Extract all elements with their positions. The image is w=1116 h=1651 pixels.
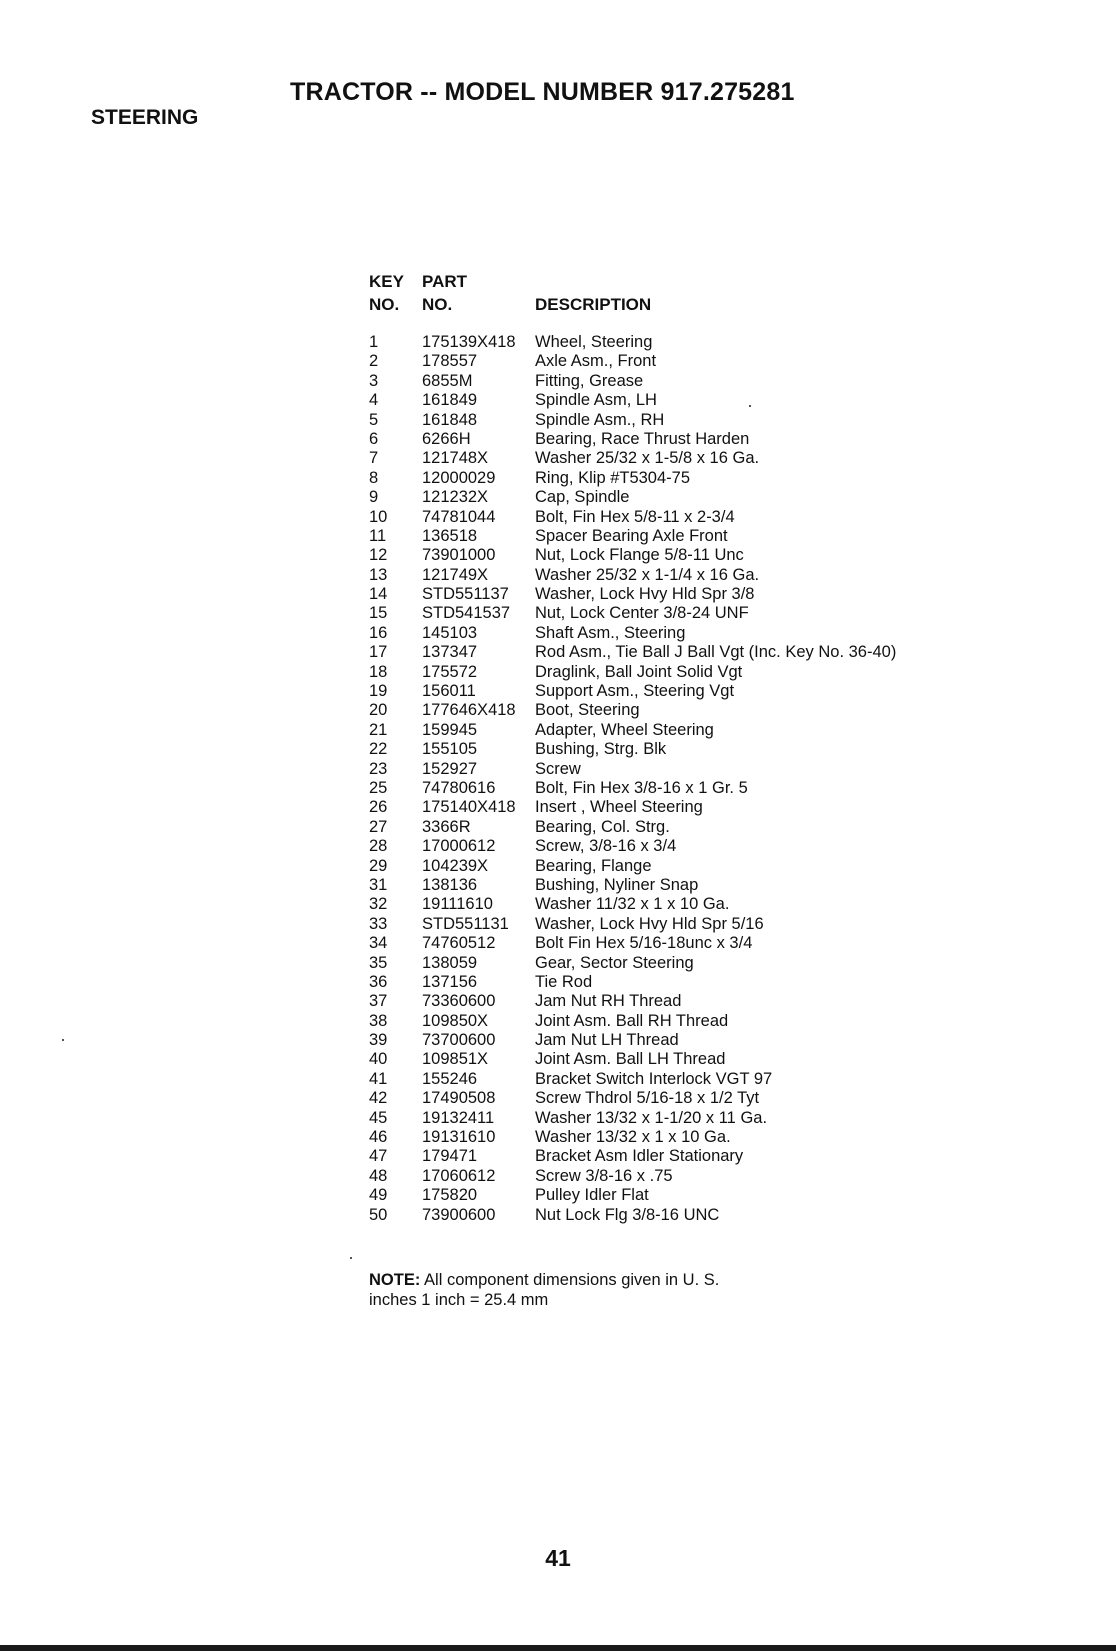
- part-no-cell: 152927: [422, 759, 478, 778]
- key-no-cell: 41: [369, 1069, 388, 1088]
- description-cell: Gear, Sector Steering: [535, 953, 694, 972]
- description-cell: Nut, Lock Flange 5/8-11 Unc: [535, 546, 744, 565]
- part-no-cell: 74781044: [422, 507, 496, 526]
- part-no-cell: 175140X418: [422, 798, 516, 817]
- part-no-cell: 175139X418: [422, 333, 516, 351]
- part-no-cell: 138059: [422, 953, 478, 972]
- key-no-cell: 33: [369, 914, 388, 933]
- key-no-cell: 26: [369, 798, 388, 817]
- key-no-cell: 7: [369, 449, 379, 468]
- key-no-cell: 12: [369, 546, 388, 565]
- description-cell: Spindle Asm., RH: [535, 410, 665, 429]
- stray-mark: [350, 1257, 352, 1259]
- key-no-cell: 25: [369, 778, 388, 797]
- part-no-cell: 17000612: [422, 837, 496, 856]
- part-no-cell: 137347: [422, 643, 478, 662]
- description-cell: Washer 25/32 x 1-1/4 x 16 Ga.: [535, 565, 760, 584]
- key-no-cell: 32: [369, 895, 388, 914]
- part-no-header: NO.: [422, 295, 453, 314]
- key-header: KEY: [369, 272, 404, 291]
- part-no-cell: 145103: [422, 623, 478, 642]
- part-no-cell: 6266H: [422, 429, 471, 448]
- description-cell: Washer 13/32 x 1-1/20 x 11 Ga.: [535, 1108, 768, 1127]
- key-no-cell: 49: [369, 1186, 388, 1205]
- key-no-cell: 1: [369, 333, 379, 351]
- description-cell: Nut Lock Flg 3/8-16 UNC: [535, 1205, 720, 1224]
- key-no-cell: 17: [369, 643, 388, 662]
- description-cell: Screw, 3/8-16 x 3/4: [535, 837, 677, 856]
- key-no-cell: 46: [369, 1128, 388, 1147]
- description-cell: Insert , Wheel Steering: [535, 798, 703, 817]
- key-no-cell: 3: [369, 371, 379, 390]
- part-no-cell: 121232X: [422, 488, 489, 507]
- part-no-cell: 73900600: [422, 1205, 496, 1224]
- description-cell: Tie Rod: [535, 972, 593, 991]
- description-cell: Bolt Fin Hex 5/16-18unc x 3/4: [535, 934, 753, 953]
- description-cell: Pulley Idler Flat: [535, 1186, 649, 1205]
- part-no-cell: 17060612: [422, 1166, 496, 1185]
- note-label: NOTE:: [369, 1271, 421, 1289]
- part-no-cell: 155246: [422, 1069, 478, 1088]
- part-no-cell: 175820: [422, 1186, 478, 1205]
- description-cell: Rod Asm., Tie Ball J Ball Vgt (Inc. Key No. 36-40): [535, 643, 897, 662]
- description-cell: Joint Asm. Ball RH Thread: [535, 1011, 729, 1030]
- key-no-cell: 8: [369, 468, 379, 487]
- key-no-cell: 10: [369, 507, 388, 526]
- part-no-cell: 137156: [422, 972, 478, 991]
- part-no-cell: 73700600: [422, 1031, 496, 1050]
- description-cell: Washer 13/32 x 1 x 10 Ga.: [535, 1128, 731, 1147]
- description-cell: Bolt, Fin Hex 5/8-11 x 2-3/4: [535, 507, 735, 526]
- key-no-cell: 40: [369, 1050, 388, 1069]
- description-cell: Screw 3/8-16 x .75: [535, 1166, 673, 1185]
- part-no-cell: 159945: [422, 720, 478, 739]
- description-cell: Adapter, Wheel Steering: [535, 720, 714, 739]
- part-no-cell: 109851X: [422, 1050, 489, 1069]
- part-no-cell: 121749X: [422, 565, 489, 584]
- description-header: DESCRIPTION: [535, 295, 652, 314]
- note-text: All component dimensions given in U. S.: [424, 1271, 720, 1289]
- part-header: PART: [422, 272, 468, 291]
- key-no-cell: 4: [369, 391, 379, 410]
- description-cell: Axle Asm., Front: [535, 352, 657, 371]
- part-no-cell: 74760512: [422, 934, 496, 953]
- key-no-cell: 11: [369, 526, 387, 545]
- part-no-cell: 161848: [422, 410, 478, 429]
- description-cell: Support Asm., Steering Vgt: [535, 682, 735, 701]
- description-cell: Draglink, Ball Joint Solid Vgt: [535, 662, 743, 681]
- key-no-cell: 18: [369, 662, 388, 681]
- key-no-cell: 47: [369, 1147, 388, 1166]
- description-cell: Cap, Spindle: [535, 488, 630, 507]
- key-no-cell: 5: [369, 410, 379, 429]
- key-no-cell: 19: [369, 682, 388, 701]
- description-cell: Washer, Lock Hvy Hld Spr 3/8: [535, 585, 755, 604]
- key-no-cell: 9: [369, 488, 379, 507]
- description-cell: Screw Thdrol 5/16-18 x 1/2 Tyt: [535, 1089, 760, 1108]
- stray-mark: [749, 405, 751, 407]
- part-no-cell: 121748X: [422, 449, 489, 468]
- section-title: STEERING: [91, 106, 199, 129]
- description-cell: Bushing, Strg. Blk: [535, 740, 667, 759]
- key-no-cell: 34: [369, 934, 388, 953]
- key-no-cell: 50: [369, 1205, 388, 1224]
- key-no-cell: 31: [369, 875, 388, 894]
- description-cell: Shaft Asm., Steering: [535, 623, 686, 642]
- part-no-cell: 6855M: [422, 371, 473, 390]
- key-no-cell: 14: [369, 585, 388, 604]
- part-no-cell: STD541537: [422, 604, 511, 623]
- part-no-cell: STD551137: [422, 585, 509, 604]
- part-no-cell: 104239X: [422, 856, 489, 875]
- part-no-cell: 17490508: [422, 1089, 496, 1108]
- description-cell: Jam Nut LH Thread: [535, 1031, 679, 1050]
- description-cell: Boot, Steering: [535, 701, 640, 720]
- part-no-cell: 138136: [422, 875, 478, 894]
- key-no-cell: 13: [369, 565, 388, 584]
- description-cell: Joint Asm. Ball LH Thread: [535, 1050, 726, 1069]
- part-no-cell: 19111610: [422, 895, 493, 914]
- key-no-cell: 37: [369, 992, 388, 1011]
- key-no-cell: 36: [369, 972, 388, 991]
- description-cell: Washer 11/32 x 1 x 10 Ga.: [535, 895, 730, 914]
- description-cell: Bearing, Col. Strg.: [535, 817, 670, 836]
- description-cell: Spindle Asm, LH: [535, 391, 657, 410]
- bottom-edge: [0, 1645, 1116, 1651]
- part-no-cell: 177646X418: [422, 701, 516, 720]
- key-no-cell: 39: [369, 1031, 388, 1050]
- description-cell: Bearing, Race Thrust Harden: [535, 429, 750, 448]
- key-no-cell: 2: [369, 352, 379, 371]
- description-cell: Nut, Lock Center 3/8-24 UNF: [535, 604, 749, 623]
- part-no-cell: 3366R: [422, 817, 471, 836]
- part-no-cell: 12000029: [422, 468, 496, 487]
- part-no-cell: 73901000: [422, 546, 496, 565]
- description-cell: Fitting, Grease: [535, 371, 644, 390]
- description-cell: Wheel, Steering: [535, 333, 653, 351]
- key-no-cell: 38: [369, 1011, 388, 1030]
- key-no-cell: 45: [369, 1108, 388, 1127]
- key-no-cell: 28: [369, 837, 388, 856]
- key-no-header: NO.: [369, 295, 400, 314]
- key-no-cell: 48: [369, 1166, 388, 1185]
- note-line-1: [369, 1270, 719, 1290]
- description-cell: Bracket Asm Idler Stationary: [535, 1147, 744, 1166]
- description-cell: Washer 25/32 x 1-5/8 x 16 Ga.: [535, 449, 760, 468]
- part-no-cell: 161849: [422, 391, 478, 410]
- description-cell: Screw: [535, 759, 581, 778]
- description-cell: Bolt, Fin Hex 3/8-16 x 1 Gr. 5: [535, 778, 748, 797]
- part-no-cell: 19131610: [422, 1128, 496, 1147]
- key-no-cell: 16: [369, 623, 388, 642]
- part-no-cell: 74780616: [422, 778, 496, 797]
- part-no-cell: 156011: [422, 682, 476, 701]
- part-no-cell: STD551131: [422, 914, 509, 933]
- key-no-cell: 21: [369, 720, 388, 739]
- stray-mark: [62, 1039, 64, 1041]
- description-cell: Jam Nut RH Thread: [535, 992, 682, 1011]
- description-cell: Spacer Bearing Axle Front: [535, 526, 728, 545]
- part-no-cell: 155105: [422, 740, 478, 759]
- key-no-cell: 6: [369, 429, 379, 448]
- part-no-cell: 19132411: [422, 1108, 495, 1127]
- part-no-cell: 73360600: [422, 992, 496, 1011]
- key-no-cell: 23: [369, 759, 388, 778]
- part-no-cell: 109850X: [422, 1011, 489, 1030]
- part-no-cell: 175572: [422, 662, 478, 681]
- page-number: 41: [545, 1545, 571, 1571]
- key-no-cell: 22: [369, 740, 388, 759]
- part-no-cell: 136518: [422, 526, 478, 545]
- note-line-2: inches 1 inch = 25.4 mm: [369, 1291, 549, 1309]
- key-no-cell: 20: [369, 701, 388, 720]
- description-cell: Ring, Klip #T5304-75: [535, 468, 691, 487]
- description-cell: Washer, Lock Hvy Hld Spr 5/16: [535, 914, 764, 933]
- page-title: TRACTOR -- MODEL NUMBER 917.275281: [290, 78, 795, 106]
- key-no-cell: 27: [369, 817, 388, 836]
- description-cell: Bracket Switch Interlock VGT 97: [535, 1069, 773, 1088]
- description-cell: Bearing, Flange: [535, 856, 652, 875]
- part-no-cell: 178557: [422, 352, 478, 371]
- key-no-cell: 29: [369, 856, 388, 875]
- key-no-cell: 42: [369, 1089, 388, 1108]
- part-no-cell: 179471: [422, 1147, 478, 1166]
- key-no-cell: 15: [369, 604, 388, 623]
- dimension-note: [369, 1270, 719, 1310]
- key-no-cell: 35: [369, 953, 388, 972]
- description-cell: Bushing, Nyliner Snap: [535, 875, 699, 894]
